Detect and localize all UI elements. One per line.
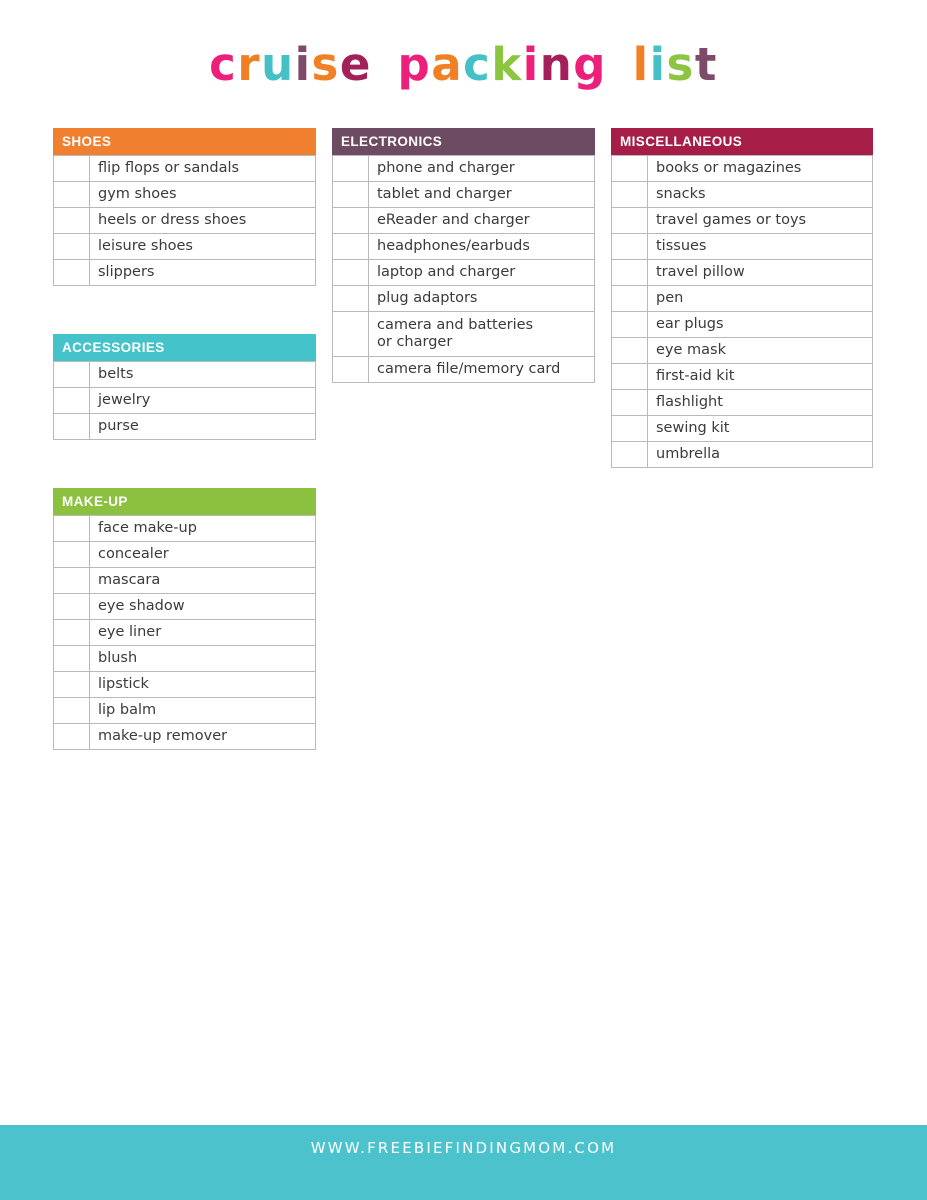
checklist-table-accessories <box>53 361 316 440</box>
checklist-row <box>612 286 873 312</box>
checklist-item-label: phone and charger <box>369 156 595 182</box>
checklist-item-label: eReader and charger <box>369 208 595 234</box>
checklist-item-label: slippers <box>90 260 316 286</box>
checkbox-cell[interactable] <box>54 388 90 414</box>
checklist-row <box>333 234 595 260</box>
checklist-row <box>333 312 595 357</box>
checklist-row <box>612 338 873 364</box>
checklist-item-label: travel games or toys <box>648 208 873 234</box>
checklist-item-label: lipstick <box>90 672 316 698</box>
checklist-item-label: travel pillow <box>648 260 873 286</box>
checkbox-cell[interactable] <box>612 208 648 234</box>
checklist-row <box>612 364 873 390</box>
checkbox-cell[interactable] <box>333 182 369 208</box>
checkbox-cell[interactable] <box>54 568 90 594</box>
title-letter: u <box>261 38 295 91</box>
footer-bar <box>0 1125 927 1200</box>
checklist-row <box>333 286 595 312</box>
checklist-row <box>54 568 316 594</box>
checklist-row <box>54 594 316 620</box>
title-letter: i <box>294 38 312 91</box>
title-letter: a <box>431 38 464 91</box>
checkbox-cell[interactable] <box>333 260 369 286</box>
checklist-item-label: sewing kit <box>648 416 873 442</box>
checklist-item-label: jewelry <box>90 388 316 414</box>
checklist-item-label: umbrella <box>648 442 873 468</box>
column-right <box>611 128 873 468</box>
checklist-item-label: mascara <box>90 568 316 594</box>
checklist-item-label: make-up remover <box>90 724 316 750</box>
checkbox-cell[interactable] <box>612 156 648 182</box>
card-header-makeup: MAKE-UP <box>53 488 316 515</box>
footer-website-url: WWW.FREEBIEFINDINGMOM.COM <box>310 1139 617 1157</box>
checkbox-cell[interactable] <box>54 542 90 568</box>
checklist-item-label: laptop and charger <box>369 260 595 286</box>
checkbox-cell[interactable] <box>333 357 369 383</box>
checklist-item-label: tissues <box>648 234 873 260</box>
checkbox-cell[interactable] <box>54 260 90 286</box>
checklist-card-makeup <box>53 488 316 750</box>
checkbox-cell[interactable] <box>54 672 90 698</box>
checklist-table-makeup <box>53 515 316 750</box>
checkbox-cell[interactable] <box>612 442 648 468</box>
checkbox-cell[interactable] <box>54 620 90 646</box>
checklist-item-label: eye mask <box>648 338 873 364</box>
card-header-accessories: ACCESSORIES <box>53 334 316 361</box>
title-letter: i <box>649 38 667 91</box>
title-letter: p <box>397 38 432 91</box>
checkbox-cell[interactable] <box>612 338 648 364</box>
checkbox-cell[interactable] <box>612 182 648 208</box>
checklist-table-shoes <box>53 155 316 286</box>
title-letter: c <box>209 38 238 91</box>
checklist-row <box>54 260 316 286</box>
checklist-row <box>612 260 873 286</box>
checkbox-cell[interactable] <box>612 312 648 338</box>
title-letter: e <box>339 38 372 91</box>
checklist-row <box>54 414 316 440</box>
checklist-item-label: first-aid kit <box>648 364 873 390</box>
checklist-item-label: tablet and charger <box>369 182 595 208</box>
checkbox-cell[interactable] <box>54 646 90 672</box>
checkbox-cell[interactable] <box>333 156 369 182</box>
checklist-row <box>54 362 316 388</box>
checklist-row <box>54 388 316 414</box>
checklist-card-accessories <box>53 334 316 440</box>
checklist-row <box>54 156 316 182</box>
checkbox-cell[interactable] <box>54 594 90 620</box>
title-letter: n <box>539 38 574 91</box>
checklist-card-shoes <box>53 128 316 286</box>
checklist-item-label: blush <box>90 646 316 672</box>
checkbox-cell[interactable] <box>612 260 648 286</box>
title-space <box>607 38 633 91</box>
checklist-item-label: face make-up <box>90 516 316 542</box>
card-header-miscellaneous: MISCELLANEOUS <box>611 128 873 155</box>
checklist-row <box>612 312 873 338</box>
checklist-row <box>54 182 316 208</box>
checkbox-cell[interactable] <box>333 234 369 260</box>
checklist-row <box>54 542 316 568</box>
checkbox-cell[interactable] <box>333 208 369 234</box>
checklist-item-label: snacks <box>648 182 873 208</box>
checkbox-cell[interactable] <box>54 414 90 440</box>
checklist-item-label: purse <box>90 414 316 440</box>
checklist-item-label: eye liner <box>90 620 316 646</box>
checkbox-cell[interactable] <box>612 234 648 260</box>
column-middle <box>332 128 595 383</box>
checklist-item-label: belts <box>90 362 316 388</box>
checklist-table-miscellaneous <box>611 155 873 468</box>
checklist-item-label: eye shadow <box>90 594 316 620</box>
checklist-item-label: headphones/earbuds <box>369 234 595 260</box>
checklist-item-label: leisure shoes <box>90 234 316 260</box>
checkbox-cell[interactable] <box>612 286 648 312</box>
checklist-table-electronics <box>332 155 595 383</box>
checkbox-cell[interactable] <box>333 286 369 312</box>
checklist-row <box>54 672 316 698</box>
checklist-row <box>54 620 316 646</box>
checkbox-cell[interactable] <box>54 182 90 208</box>
checkbox-cell[interactable] <box>54 234 90 260</box>
title-space <box>372 38 398 91</box>
checklist-row <box>612 182 873 208</box>
checklist-item-label: gym shoes <box>90 182 316 208</box>
title-letter: i <box>522 38 540 91</box>
page-title-text <box>209 38 718 91</box>
checklist-row <box>612 156 873 182</box>
title-letter: l <box>632 38 650 91</box>
checklist-row <box>54 724 316 750</box>
checklist-item-label: flip flops or sandals <box>90 156 316 182</box>
checkbox-cell[interactable] <box>612 416 648 442</box>
checkbox-cell[interactable] <box>54 516 90 542</box>
checklist-item-label: flashlight <box>648 390 873 416</box>
checklist-row <box>333 182 595 208</box>
checkbox-cell[interactable] <box>54 208 90 234</box>
title-letter: t <box>694 38 718 91</box>
checklist-item-label: camera file/memory card <box>369 357 595 383</box>
checklist-row <box>612 442 873 468</box>
checklist-item-label: ear plugs <box>648 312 873 338</box>
checkbox-cell[interactable] <box>612 364 648 390</box>
title-letter: c <box>463 38 492 91</box>
title-letter: s <box>311 38 340 91</box>
checklist-item-label: pen <box>648 286 873 312</box>
checklist-item-label-line1: camera and batteries <box>377 316 534 333</box>
checklist-row <box>54 698 316 724</box>
checkbox-cell[interactable] <box>54 156 90 182</box>
checklist-row <box>333 208 595 234</box>
checklist-row <box>54 646 316 672</box>
checklist-row <box>612 208 873 234</box>
checklist-row <box>54 208 316 234</box>
checklist-item-label: plug adaptors <box>369 286 595 312</box>
checkbox-cell[interactable] <box>612 390 648 416</box>
checklist-item-label-line2: or charger <box>377 334 453 350</box>
checklist-item-label <box>369 312 595 357</box>
checklist-row <box>54 516 316 542</box>
checklist-item-label: lip balm <box>90 698 316 724</box>
checkbox-cell[interactable] <box>333 312 369 357</box>
checklist-row <box>612 416 873 442</box>
checkbox-cell[interactable] <box>54 362 90 388</box>
checklist-row <box>54 234 316 260</box>
title-letter: s <box>666 38 695 91</box>
checklist-card-miscellaneous <box>611 128 873 468</box>
title-letter: g <box>573 38 607 91</box>
checklist-row <box>612 390 873 416</box>
title-letter: r <box>237 38 262 91</box>
checkbox-cell[interactable] <box>54 724 90 750</box>
page-title <box>0 38 927 91</box>
title-letter: k <box>491 38 523 91</box>
checklist-item-label: heels or dress shoes <box>90 208 316 234</box>
checklist-row <box>333 357 595 383</box>
checklist-row <box>333 260 595 286</box>
checklist-row <box>612 234 873 260</box>
checklist-item-label: concealer <box>90 542 316 568</box>
checkbox-cell[interactable] <box>54 698 90 724</box>
card-header-electronics: ELECTRONICS <box>332 128 595 155</box>
column-left <box>53 128 316 750</box>
card-header-shoes: SHOES <box>53 128 316 155</box>
checklist-card-electronics <box>332 128 595 383</box>
checklist-row <box>333 156 595 182</box>
checklist-item-label: books or magazines <box>648 156 873 182</box>
